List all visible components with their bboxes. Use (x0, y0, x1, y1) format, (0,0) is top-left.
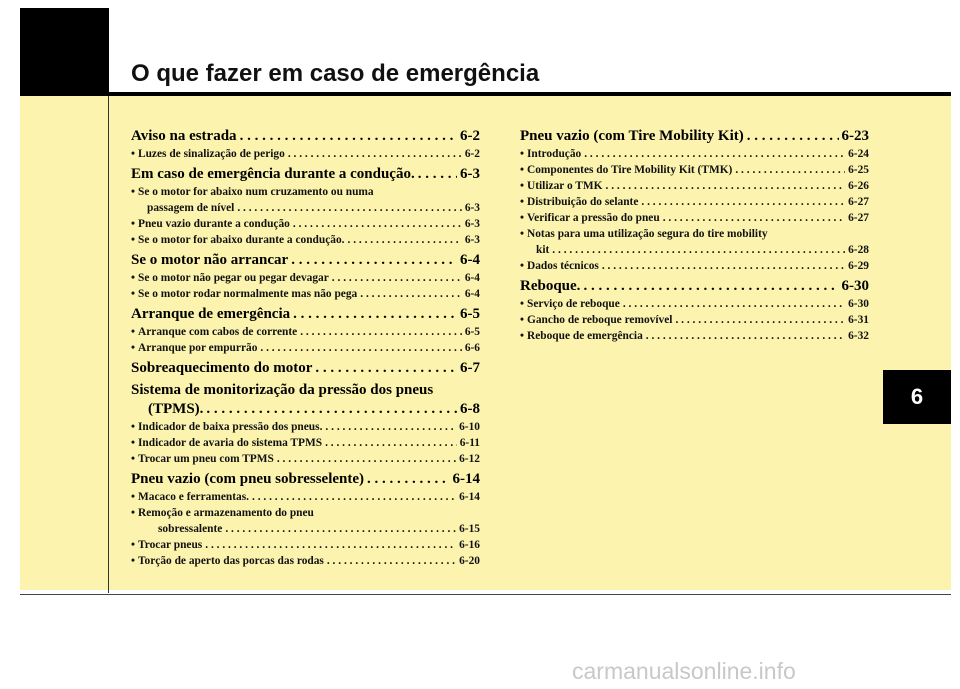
toc-subentry[interactable]: • Arranque por empurrão . . . 6-6 (131, 340, 480, 356)
toc-subentry[interactable]: kit . . . 6-28 (520, 242, 869, 258)
toc-subentry[interactable]: • Luzes de sinalização de perigo . . . 6-2 (131, 146, 480, 162)
toc-entry[interactable]: Sobreaquecimento do motor . . . 6-7 (131, 359, 480, 378)
toc-subentry[interactable]: • Se o motor não pegar ou pegar devagar . . . 6-4 (131, 270, 480, 286)
toc-entry-line[interactable]: Sistema de monitorização da pressão dos pneus (131, 382, 434, 398)
toc-subentry-line[interactable]: • Se o motor for abaixo num cruzamento ou numa (131, 186, 374, 198)
chapter-tab[interactable]: 6 (883, 370, 951, 424)
toc-entry[interactable]: Se o motor não arrancar . . . 6-4 (131, 251, 480, 270)
watermark-text: carmanualsonline.info (572, 658, 796, 684)
toc-entry[interactable]: (TPMS). . . . 6-8 (131, 400, 480, 419)
toc-subentry[interactable]: • Torção de aperto das porcas das rodas . . . 6-20 (131, 553, 480, 569)
toc-subentry[interactable]: • Introdução . . . 6-24 (520, 146, 869, 162)
toc-subentry[interactable]: • Pneu vazio durante a condução . . . 6-3 (131, 216, 480, 232)
margin-divider (108, 96, 109, 593)
toc-entry[interactable]: Reboque. . . . 6-30 (520, 277, 869, 296)
toc-subentry[interactable]: • Indicador de baixa pressão dos pneus. . . . 6-10 (131, 419, 480, 435)
toc-subentry[interactable]: passagem de nível . . . 6-3 (131, 200, 480, 216)
toc-subentry-line[interactable]: • Remoção e armazenamento do pneu (131, 507, 314, 519)
toc-subentry[interactable]: • Trocar pneus . . . 6-16 (131, 537, 480, 553)
toc-subentry[interactable]: • Indicador de avaria do sistema TPMS . . . 6-11 (131, 435, 480, 451)
toc-subentry[interactable]: • Distribuição do selante . . . 6-27 (520, 194, 869, 210)
toc-subentry[interactable]: • Componentes do Tire Mobility Kit (TMK) . . . 6-25 (520, 162, 869, 178)
corner-black-block (20, 8, 109, 96)
toc-subentry[interactable]: • Reboque de emergência . . . 6-32 (520, 328, 869, 344)
toc-subentry[interactable]: • Serviço de reboque . . . 6-30 (520, 296, 869, 312)
toc-subentry[interactable]: sobressalente . . . 6-15 (131, 521, 480, 537)
bottom-divider (20, 594, 951, 595)
toc-entry[interactable]: Arranque de emergência . . . 6-5 (131, 305, 480, 324)
toc-entry[interactable]: Pneu vazio (com Tire Mobility Kit) . . . 6-23 (520, 127, 869, 146)
page-title: O que fazer em caso de emergência (131, 60, 540, 87)
toc-subentry[interactable]: • Gancho de reboque removível . . . 6-31 (520, 312, 869, 328)
toc-subentry-line[interactable]: • Notas para uma utilização segura do tire mobility (520, 228, 768, 240)
toc-subentry[interactable]: • Macaco e ferramentas. . . . 6-14 (131, 489, 480, 505)
toc-left-column (131, 124, 480, 569)
toc-subentry[interactable]: • Verificar a pressão do pneu . . . 6-27 (520, 210, 869, 226)
toc-subentry[interactable]: • Dados técnicos . . . 6-29 (520, 258, 869, 274)
toc-entry[interactable]: Em caso de emergência durante a condução. . . . 6-3 (131, 165, 480, 184)
toc-entry[interactable]: Pneu vazio (com pneu sobresselente) . . . 6-14 (131, 470, 480, 489)
toc-subentry[interactable]: • Se o motor for abaixo durante a condução. . . . 6-3 (131, 232, 480, 248)
toc-subentry[interactable]: • Arranque com cabos de corrente . . . 6-5 (131, 324, 480, 340)
toc-subentry[interactable]: • Utilizar o TMK . . . 6-26 (520, 178, 869, 194)
toc-right-column (520, 124, 869, 344)
toc-subentry[interactable]: • Trocar um pneu com TPMS . . . 6-12 (131, 451, 480, 467)
toc-entry[interactable]: Aviso na estrada . . . 6-2 (131, 127, 480, 146)
toc-subentry[interactable]: • Se o motor rodar normalmente mas não pega . . . 6-4 (131, 286, 480, 302)
